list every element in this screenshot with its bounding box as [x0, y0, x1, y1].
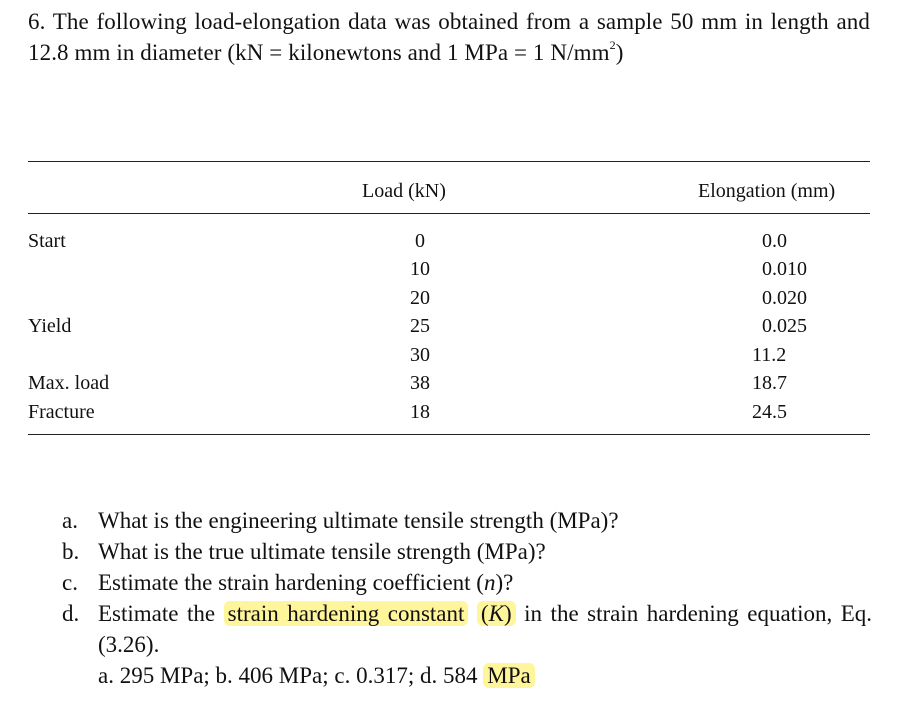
row-load: 0	[415, 230, 425, 252]
row-load: 10	[410, 258, 430, 280]
row-elongation: 24.5	[752, 401, 787, 423]
row-load: 30	[410, 344, 430, 366]
question-letter: a.	[62, 508, 78, 533]
table-row	[0, 255, 919, 284]
question-list	[62, 505, 872, 691]
problem-statement	[28, 6, 870, 68]
question-text-end: )?	[495, 570, 514, 595]
highlight-strain-hardening-constant: strain hardening constant	[224, 601, 469, 626]
question-text: What is the true ultimate tensile strength (MPa)?	[98, 539, 546, 564]
variable-n: n	[483, 570, 496, 595]
row-label: Start	[28, 230, 66, 252]
row-elongation: 11.2	[752, 344, 787, 366]
question-a	[62, 505, 872, 536]
row-label: Fracture	[28, 401, 95, 423]
question-d	[62, 598, 872, 660]
problem-number: 6.	[28, 9, 46, 34]
table-row	[0, 398, 919, 427]
row-load: 20	[410, 287, 430, 309]
k-close-paren: )	[503, 601, 512, 626]
problem-text: The following load-elongation data was obtained from a sample 50 mm in length and 12.8 mm in diameter (kN = kilonewtons and 1 MPa = 1 N/mm	[28, 9, 870, 65]
header-elongation: Elongation (mm)	[698, 180, 836, 202]
table-row	[0, 312, 919, 341]
highlight-k-symbol	[477, 601, 516, 626]
row-label: Max. load	[28, 372, 110, 394]
table-top-rule	[28, 161, 870, 162]
question-letter: b.	[62, 539, 80, 564]
row-load: 25	[410, 315, 430, 337]
row-elongation: 0.020	[762, 287, 807, 309]
question-text: Estimate the strain hardening coefficient (	[98, 570, 484, 595]
table-row	[0, 369, 919, 398]
row-elongation: 0.010	[762, 258, 807, 280]
table-header-rule	[28, 213, 870, 214]
question-b	[62, 536, 872, 567]
question-text-end: in the strain hardening equation, Eq. (3.26).	[98, 601, 873, 657]
header-load: Load (kN)	[362, 180, 446, 202]
superscript-two: 2	[609, 38, 616, 53]
table-row	[0, 227, 919, 256]
question-letter: d.	[62, 601, 80, 626]
row-elongation: 0.0	[762, 230, 787, 252]
row-elongation: 0.025	[762, 315, 807, 337]
question-text: Estimate the	[98, 601, 216, 626]
row-load: 38	[410, 372, 430, 394]
k-open-paren: (	[480, 601, 489, 626]
answer-text: a. 295 MPa; b. 406 MPa; c. 0.317; d. 584	[98, 663, 478, 688]
highlight-mpa: MPa	[483, 663, 534, 688]
variable-k: K	[488, 601, 504, 626]
row-elongation: 18.7	[752, 372, 787, 394]
question-text: What is the engineering ultimate tensile strength (MPa)?	[98, 508, 619, 533]
row-load: 18	[410, 401, 430, 423]
question-c	[62, 567, 872, 598]
table-row	[0, 284, 919, 313]
table-bottom-rule	[28, 434, 870, 435]
question-letter: c.	[62, 570, 78, 595]
answer-line	[62, 660, 872, 691]
table-row	[0, 341, 919, 370]
row-label: Yield	[28, 315, 72, 337]
problem-text-end: )	[615, 40, 624, 65]
